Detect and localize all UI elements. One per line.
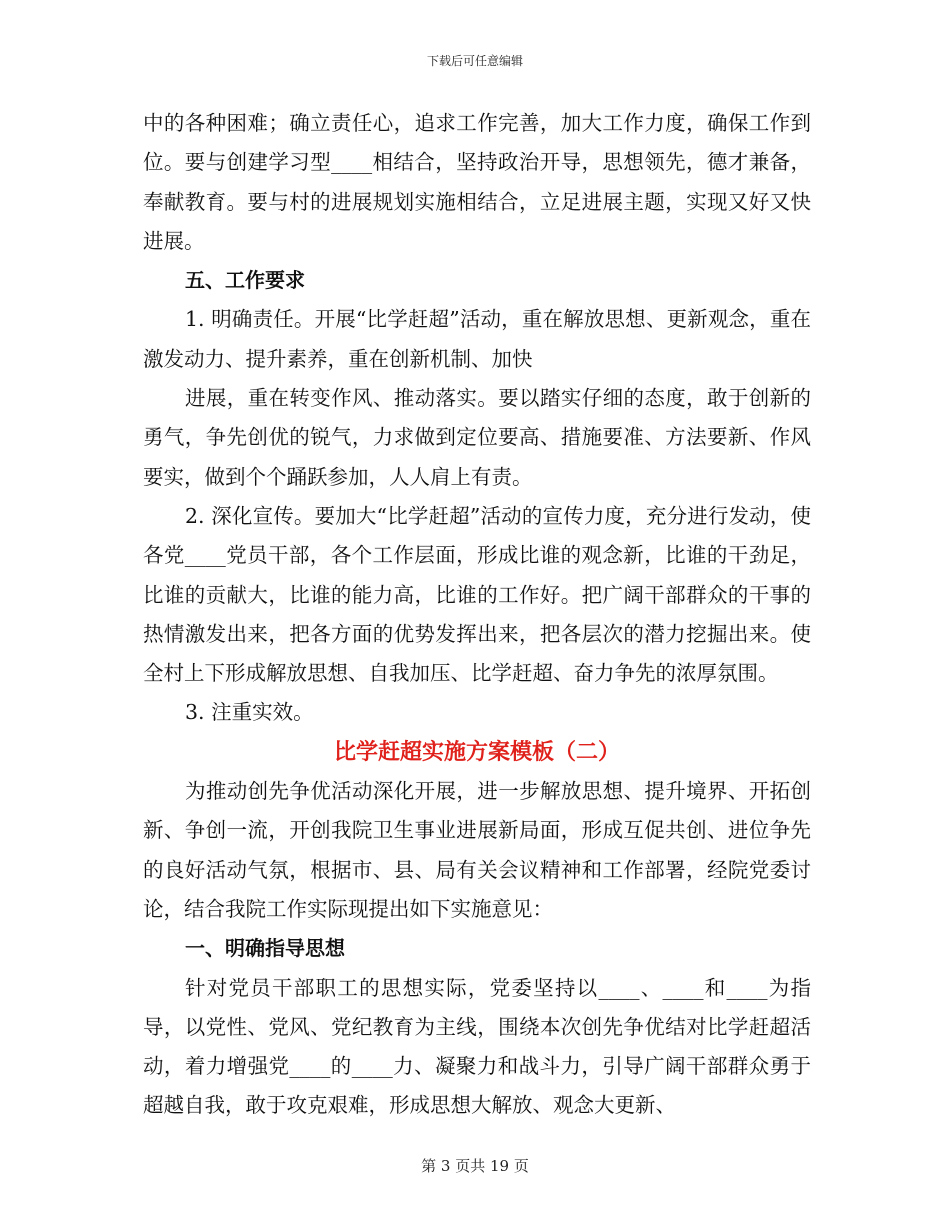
paragraph-item-3: 3. 注重实效。 (185, 700, 314, 725)
document-body (143, 104, 811, 1126)
paragraph-guiding-ideology: 针对党员干部职工的思想实际，党委坚持以____、____和____为指导，以党性、党风、党纪教育为主线，围绕本次创先争优结对比学赶超活动，着力增强党____的____力、凝聚力和战斗力，引导广阔干部群众勇于超越自我，敢于攻克艰难，形成思想大解放、观念大更新、 (143, 975, 811, 1118)
section-heading-guiding-ideology: 一、明确指导思想 (185, 936, 345, 961)
paragraph-item-2: 2. 深化宣传。要加大“比学赶超”活动的宣传力度，充分进行发动，使各党____党员干部，各个工作层面，形成比谁的观念新，比谁的干劲足，比谁的贡献大，比谁的能力高，比谁的工作好。把广阔干部群众的干事的热情激发出来，把各方面的优势发挥出来，把各层次的潜力挖掘出来。使全村上下形成解放思想、自我加压、比学赶超、奋力争先的浓厚氛围。 (143, 503, 811, 686)
paragraph-continuation: 中的各种困难；确立责任心，追求工作完善，加大工作力度，确保工作到位。要与创建学习型____相结合，坚持政治开导，思想领先，德才兼备，奉献教育。要与村的进展规划实施相结合，立足进展主题，实现又好又快进展。 (143, 111, 811, 253)
page-header-note: 下载后可任意编辑 (426, 54, 523, 68)
document-title: 比学赶超实施方案模板（二） (333, 739, 620, 765)
section-heading-work-requirements: 五、工作要求 (185, 268, 305, 293)
paragraph-item-1-continued: 进展，重在转变作风、推动落实。要以踏实仔细的态度，敢于创新的勇气，争先创优的锐气，力求做到定位要高、措施要准、方法要新、作风要实，做到个个踊跃参加，人人肩上有责。 (143, 386, 811, 489)
paragraph-intro: 为推动创先争优活动深化开展，进一步解放思想、提升境界、开拓创新、争创一流，开创我院卫生事业进展新局面，形成互促共创、进位争先的良好活动气氛，根据市、县、局有关会议精神和工作部署，经院党委讨论，结合我院工作实际现提出如下实施意见： (143, 779, 811, 921)
page-number-footer: 第 3 页共 19 页 (421, 1157, 529, 1175)
paragraph-item-1: 1. 明确责任。开展“比学赶超”活动，重在解放思想、更新观念，重在激发动力、提升素养，重在创新机制、加快 (143, 307, 811, 371)
